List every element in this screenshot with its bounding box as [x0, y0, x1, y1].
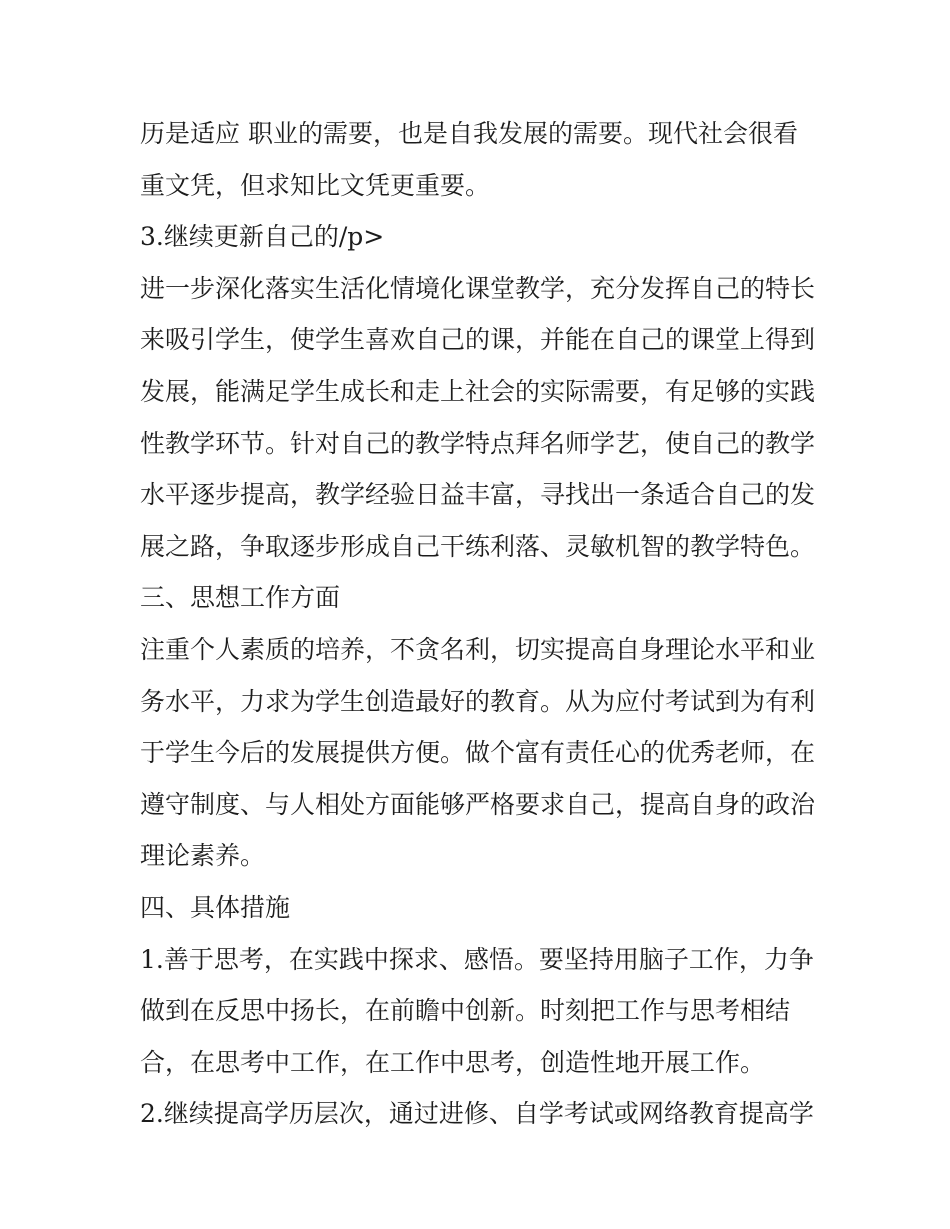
text-line: 进一步深化落实生活化情境化课堂教学，充分发挥自己的特长 — [140, 273, 816, 303]
text-line: 注重个人素质的培养，不贪名利，切实提高自身理论水平和业 — [140, 634, 816, 664]
text-line: 性教学环节。针对自己的教学特点拜名师学艺，使自己的教学 — [140, 428, 816, 458]
list-item-text: 2.继续提高学历层次，通过进修、自学考试或网络教育提高学 — [140, 1099, 814, 1129]
text-line: 历是适应 职业的需要，也是自我发展的需要。现代社会很看 — [140, 119, 798, 148]
text-line: 务水平，力求为学生创造最好的教育。从为应付考试到为有利 — [140, 686, 816, 716]
text-line: 遵守制度、与人相处方面能够严格要求自己，提高自身的政治 — [140, 789, 816, 819]
text-line: 做到在反思中扬长，在前瞻中创新。时刻把工作与思考相结 — [140, 996, 791, 1026]
text-line: 于学生今后的发展提供方便。做个富有责任心的优秀老师，在 — [140, 738, 816, 768]
text-line: 重文凭，但求知比文凭更重要。 — [140, 170, 491, 200]
body-text — [140, 108, 820, 1140]
text-line: 展之路，争取逐步形成自己干练利落、灵敏机智的教学特色。 — [140, 531, 816, 561]
list-item-heading: 3.继续更新自己的/p> — [140, 222, 385, 252]
list-item-text: 1.善于思考，在实践中探求、感悟。要坚持用脑子工作，力争 — [140, 944, 814, 974]
text-line: 水平逐步提高，教学经验日益丰富，寻找出一条适合自己的发 — [140, 480, 816, 510]
text-line: 合，在思考中工作，在工作中思考，创造性地开展工作。 — [140, 1047, 766, 1077]
section-heading: 三、思想工作方面 — [140, 583, 341, 613]
text-line: 理论素养。 — [140, 841, 266, 871]
section-heading: 四、具体措施 — [140, 892, 291, 922]
text-line: 发展，能满足学生成长和走上社会的实际需要，有足够的实践 — [140, 376, 816, 406]
text-line: 来吸引学生，使学生喜欢自己的课，并能在自己的课堂上得到 — [140, 325, 816, 355]
